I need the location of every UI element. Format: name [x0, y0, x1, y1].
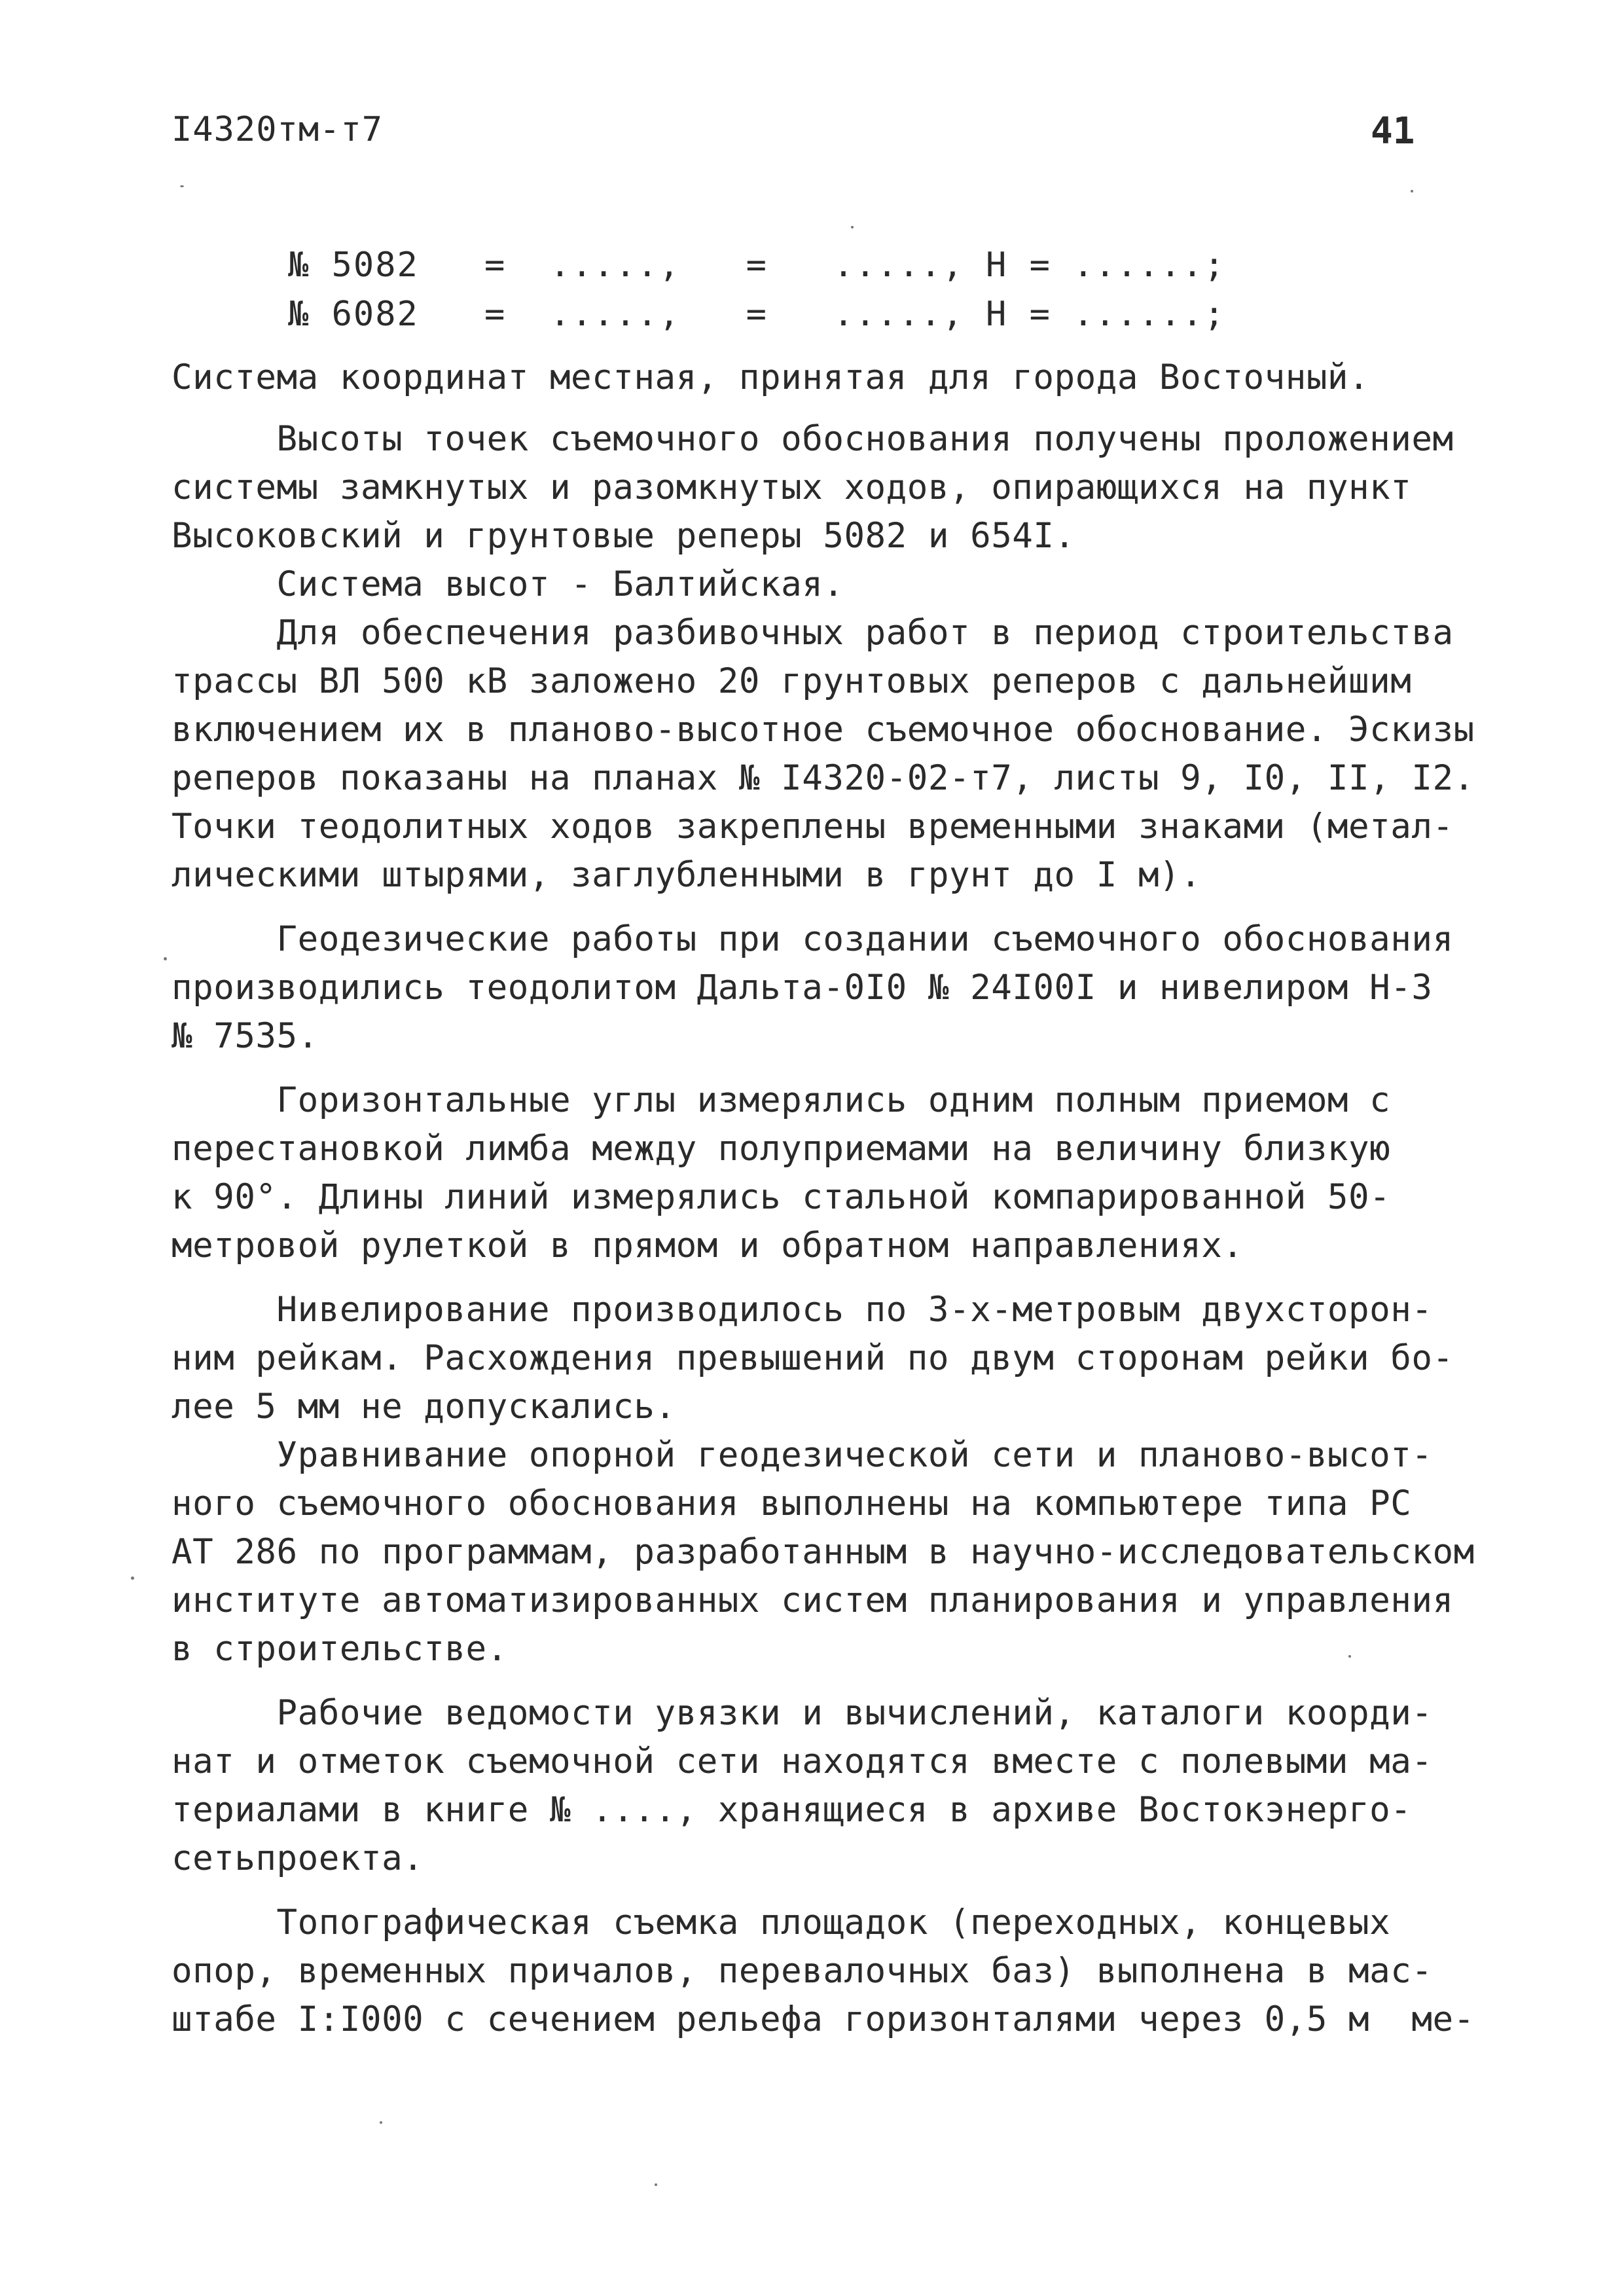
text-line: Уравнивание опорной геодезической сети и планово-высот- [171, 1435, 1433, 1475]
text-line: реперов показаны на планах № I4320-02-т7, листы 9, I0, II, I2. [171, 758, 1475, 798]
text-line: Топографическая съемка площадок (переходных, концевых [171, 1903, 1391, 1942]
benchmark-values: = ....., = ....., Н = ......; [484, 295, 1226, 334]
text-line: в строительстве. [171, 1629, 508, 1669]
text-line: нат и отметок съемочной сети находятся вместе с полевыми ма- [171, 1741, 1433, 1781]
text-line: ного съемочного обоснования выполнены на компьютере типа РС [171, 1484, 1412, 1523]
scan-speck [164, 957, 167, 960]
paragraph-archive [171, 1689, 1468, 1883]
text-line: Точки теодолитных ходов закреплены временными знаками (метал- [171, 807, 1454, 847]
scan-speck [851, 226, 854, 228]
text-line: ним рейкам. Расхождения превышений по двум сторонам рейки бо- [171, 1338, 1454, 1378]
text-line: перестановкой лимба между полуприемами на величину близкую [171, 1129, 1391, 1169]
text-line: метровой рулеткой в прямом и обратном направлениях. [171, 1226, 1244, 1266]
text-line: Система координат местная, принятая для города Восточный. [171, 357, 1370, 397]
document-code: I4320тм-т7 [171, 110, 384, 149]
text-line: к 90°. Длины линий измерялись стальной компарированной 50- [171, 1177, 1391, 1217]
text-line: опор, временных причалов, перевалочных баз) выполнена в мас- [171, 1951, 1433, 1991]
scan-speck [131, 1576, 134, 1580]
paragraph-instruments [171, 915, 1468, 1061]
paragraph-topo-survey [171, 1899, 1475, 2044]
text-line: трассы ВЛ 500 кВ заложено 20 грунтовых реперов с дальнейшим [171, 661, 1412, 701]
paragraph-angles [171, 1076, 1468, 1270]
text-line: Для обеспечения разбивочных работ в период строительства [171, 613, 1454, 653]
text-line: Система высот - Балтийская. [171, 564, 844, 604]
benchmark-id: № 6082 [288, 295, 419, 334]
text-line: лее 5 мм не допускались. [171, 1387, 676, 1427]
text-line: системы замкнутых и разомкнутых ходов, опирающихся на пункт [171, 467, 1412, 507]
text-line: Рабочие ведомости увязки и вычислений, каталоги коорди- [171, 1693, 1433, 1733]
benchmark-row [288, 246, 1225, 285]
scan-speck [180, 185, 184, 187]
text-line: включением их в планово-высотное съемочное обоснование. Эскизы [171, 710, 1475, 750]
text-line: штабе I:I000 с сечением рельефа горизонталями через 0,5 м ме- [171, 1999, 1475, 2039]
text-line: АТ 286 по программам, разработанным в научно-исследовательском [171, 1532, 1475, 1572]
paragraph-levelling [171, 1286, 1468, 1431]
text-line: Нивелирование производилось по 3-х-метровым двухсторон- [171, 1290, 1433, 1330]
scan-speck [655, 2183, 657, 2186]
paragraph-benchmarks-laid [171, 609, 1475, 900]
benchmark-values: = ....., = ....., Н = ......; [484, 246, 1226, 285]
body-text [171, 354, 1475, 2044]
text-line: лическими штырями, заглубленными в грунт до I м). [171, 855, 1202, 895]
text-line: институте автоматизированных систем планирования и управления [171, 1580, 1454, 1620]
text-line: териалами в книге № ...., хранящиеся в архиве Востокэнерго- [171, 1790, 1412, 1830]
scan-speck [1348, 1655, 1351, 1658]
paragraph-heights [171, 415, 1468, 560]
text-line: Высоковский и грунтовые реперы 5082 и 654I. [171, 516, 1075, 556]
benchmark-id: № 5082 [288, 246, 419, 285]
text-line: производились теодолитом Дальта-0I0 № 24I00I и нивелиром Н-3 [171, 968, 1433, 1008]
scan-speck [1411, 190, 1413, 192]
benchmark-row [288, 295, 1225, 334]
paragraph-adjustment [171, 1431, 1475, 1673]
text-line: Горизонтальные углы измерялись одним полным приемом с [171, 1080, 1391, 1120]
text-line: Геодезические работы при создании съемочного обоснования [171, 919, 1454, 959]
text-line: № 7535. [171, 1016, 319, 1056]
scan-speck [380, 2121, 382, 2124]
paragraph-height-system [171, 560, 1468, 609]
text-line: сетьпроекта. [171, 1838, 424, 1878]
text-line: Высоты точек съемочного обоснования получены проложением [171, 419, 1454, 459]
paragraph-coord-system [171, 354, 1468, 402]
page-number: 41 [1371, 110, 1415, 153]
